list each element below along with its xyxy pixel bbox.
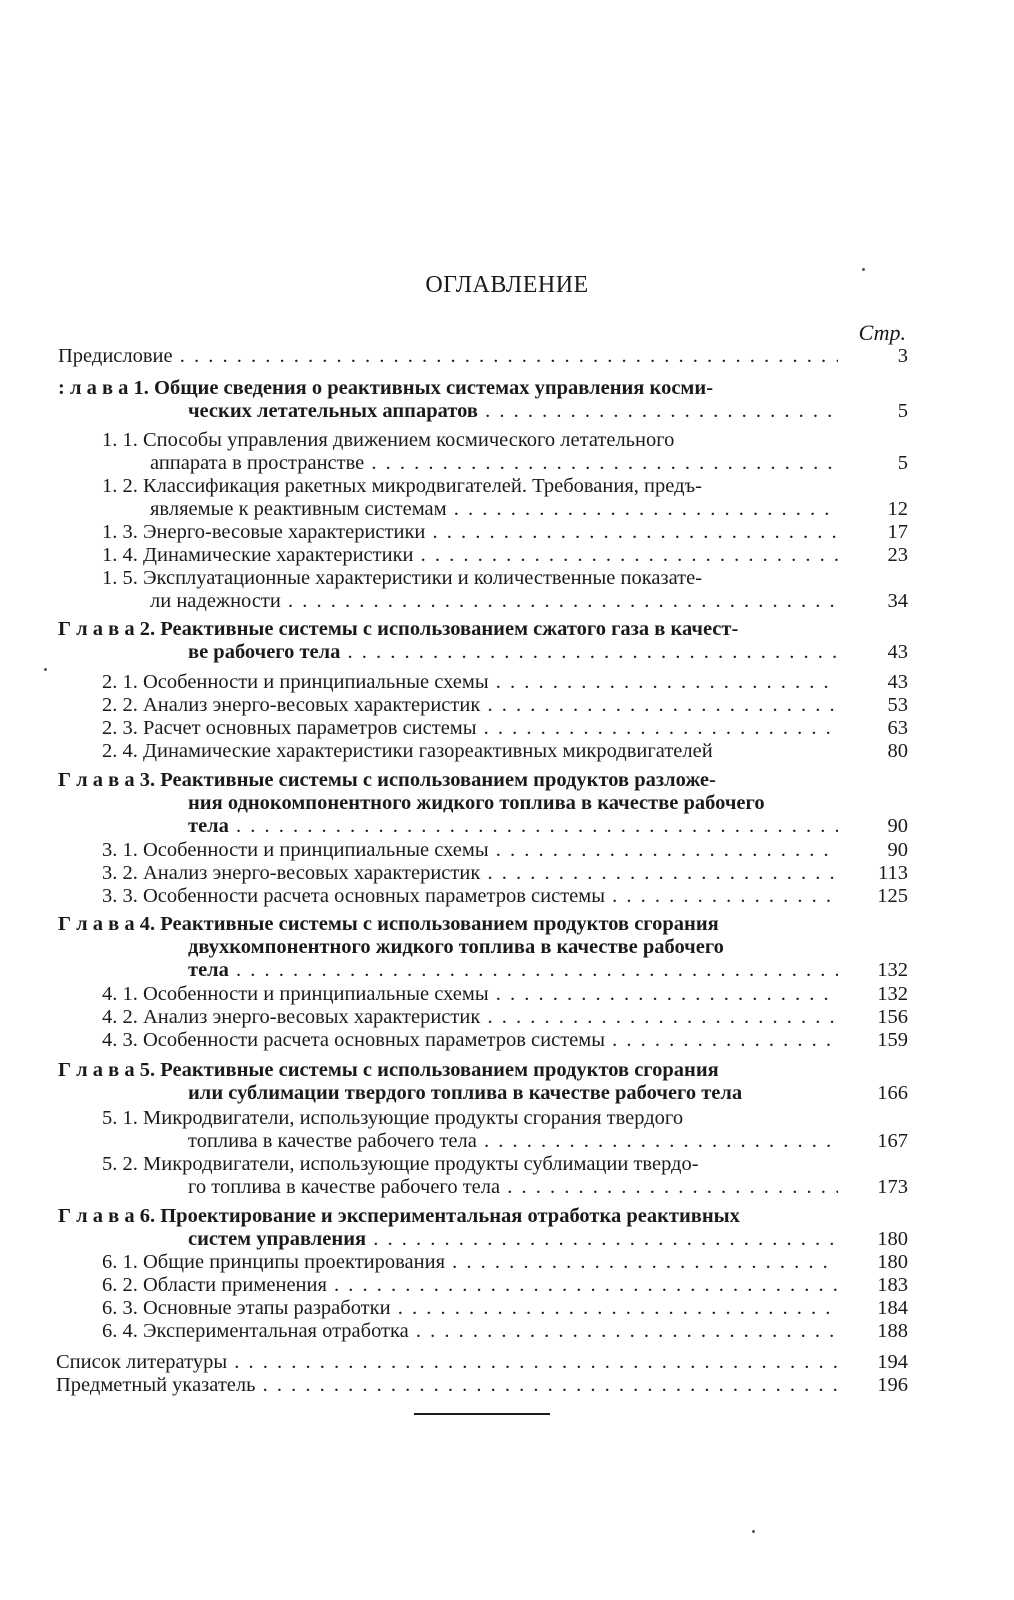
toc-entry-page: 90 [887, 815, 908, 837]
toc-entry-text: Г л а в а 4. Реактивные системы с использованием продуктов сгорания [58, 913, 719, 935]
toc-entry-page: 167 [877, 1130, 908, 1152]
toc-entry-text: Г л а в а 6. Проектирование и экспериментальная отработка реактивных [58, 1205, 740, 1227]
toc-entry-page: 53 [887, 694, 908, 716]
toc-entry-page: 43 [887, 671, 908, 693]
toc-entry-page: 184 [877, 1297, 908, 1319]
toc-entry-page: 188 [877, 1320, 908, 1342]
toc-entry-text: 1. 4. Динамические характеристики . . . [102, 543, 838, 567]
page-title: ОГЛАВЛЕНИЕ [425, 272, 589, 298]
toc-entry-text: Г л а в а 3. Реактивные системы с использованием продуктов разложе- [58, 769, 716, 791]
toc-entry-page: 113 [878, 862, 908, 884]
toc-entry-page: 63 [887, 717, 908, 739]
toc-entry-text: являемые к реактивным системам . . . [150, 497, 838, 521]
toc-entry-page: 23 [887, 544, 908, 566]
toc-entry-text: Г л а в а 2. Реактивные системы с использованием сжатого газа в качест- [58, 618, 739, 640]
toc-entry-text: или сублимации твердого топлива в качестве рабочего тела [188, 1082, 743, 1104]
toc-entry-text: 1. 2. Классификация ракетных микродвигателей. Требования, предъ- [102, 475, 702, 497]
toc-entry-text: ли надежности . . . [150, 589, 838, 613]
toc-entry-page: 156 [877, 1006, 908, 1028]
toc-entry-text: Предисловие . . . [58, 344, 838, 368]
toc-entry-text: 1. 1. Способы управления движением космического летательного [102, 429, 675, 451]
toc-entry-page: 180 [877, 1228, 908, 1250]
toc-entry-text: двухкомпонентного жидкого топлива в качестве рабочего [188, 936, 724, 958]
speck [862, 268, 865, 271]
toc-entry-text: 6. 3. Основные этапы разработки . . . [102, 1296, 838, 1320]
toc-entry-page: 17 [887, 521, 908, 543]
toc-entry-text: Г л а в а 5. Реактивные системы с использованием продуктов сгорания [58, 1059, 719, 1081]
toc-entry-page: 180 [877, 1251, 908, 1273]
toc-entry-page: 125 [877, 885, 908, 907]
toc-entry-text: 2. 1. Особенности и принципиальные схемы . . . [102, 670, 838, 694]
toc-entry-page: 194 [877, 1351, 908, 1373]
page-column-label: Стр. [858, 320, 906, 345]
toc-entry-page: 90 [887, 839, 908, 861]
toc-entry-text: 3. 1. Особенности и принципиальные схемы . . . [102, 838, 838, 862]
toc-entry-text: систем управления . . . [188, 1227, 838, 1251]
toc-entry-page: 159 [877, 1029, 908, 1051]
closing-rule [414, 1413, 550, 1415]
toc-entry-text: 2. 3. Расчет основных параметров системы . . . [102, 716, 838, 740]
toc-entry-page: 132 [877, 983, 908, 1005]
toc-entry-page: 3 [897, 345, 908, 367]
toc-entry-text: 4. 1. Особенности и принципиальные схемы . . . [102, 982, 838, 1006]
toc-entry-text: 2. 2. Анализ энерго-весовых характеристик . . . [102, 693, 838, 717]
toc-entry-text: тела . . . [188, 814, 838, 838]
toc-entry-text: 6. 4. Экспериментальная отработка . . . [102, 1319, 838, 1343]
toc-entry-text: 6. 1. Общие принципы проектирования . . . [102, 1250, 838, 1274]
toc-entry-page: 5 [897, 400, 908, 422]
toc-entry-text: 2. 4. Динамические характеристики газореактивных микродвигателей [102, 740, 713, 762]
toc-entry-text: ния однокомпонентного жидкого топлива в качестве рабочего [188, 792, 765, 814]
toc-entry-text: 4. 2. Анализ энерго-весовых характеристик . . . [102, 1005, 838, 1029]
toc-entry-text: 1. 3. Энерго-весовые характеристики . . . [102, 520, 838, 544]
toc-entry-text: 3. 2. Анализ энерго-весовых характеристик . . . [102, 861, 838, 885]
toc-entry-page: 43 [887, 641, 908, 663]
toc-entry-text: тела . . . [188, 958, 838, 982]
toc-entry-page: 80 [887, 740, 908, 762]
toc-entry-text: : л а в а 1. Общие сведения о реактивных системах управления косми- [58, 377, 714, 399]
toc-entry-text: 3. 3. Особенности расчета основных параметров системы . . . [102, 884, 838, 908]
toc-entry-page: 5 [897, 452, 908, 474]
toc-entry-text: 6. 2. Области применения . . . [102, 1273, 838, 1297]
toc-entry-text: 5. 2. Микродвигатели, использующие продукты сублимации твердо- [102, 1153, 699, 1175]
toc-entry-text: 4. 3. Особенности расчета основных параметров системы . . . [102, 1028, 838, 1052]
toc-entry-page: 196 [877, 1374, 908, 1396]
toc-entry-text: го топлива в качестве рабочего тела . . . [188, 1175, 838, 1199]
toc-entry-text: Предметный указатель . . . [56, 1373, 838, 1397]
toc-entry-page: 132 [877, 959, 908, 981]
toc-entry-text: топлива в качестве рабочего тела . . . [188, 1129, 838, 1153]
toc-entry-page: 173 [877, 1176, 908, 1198]
toc-entry-text: Список литературы . . . [56, 1350, 838, 1374]
toc-entry-text: 1. 5. Эксплуатационные характеристики и количественные показате- [102, 567, 703, 589]
toc-entry-text: 5. 1. Микродвигатели, использующие продукты сгорания твердого [102, 1107, 684, 1129]
toc-entry-page: 34 [887, 590, 908, 612]
speck [44, 668, 47, 671]
speck [752, 1530, 755, 1533]
toc-entry-page: 12 [887, 498, 908, 520]
toc-entry-text: ческих летательных аппаратов . . . [188, 399, 838, 423]
toc-entry-page: 183 [877, 1274, 908, 1296]
toc-entry-text: аппарата в пространстве . . . [150, 451, 838, 475]
toc-entry-page: 166 [877, 1082, 908, 1104]
toc-entry-text: ве рабочего тела . . . [188, 640, 838, 664]
